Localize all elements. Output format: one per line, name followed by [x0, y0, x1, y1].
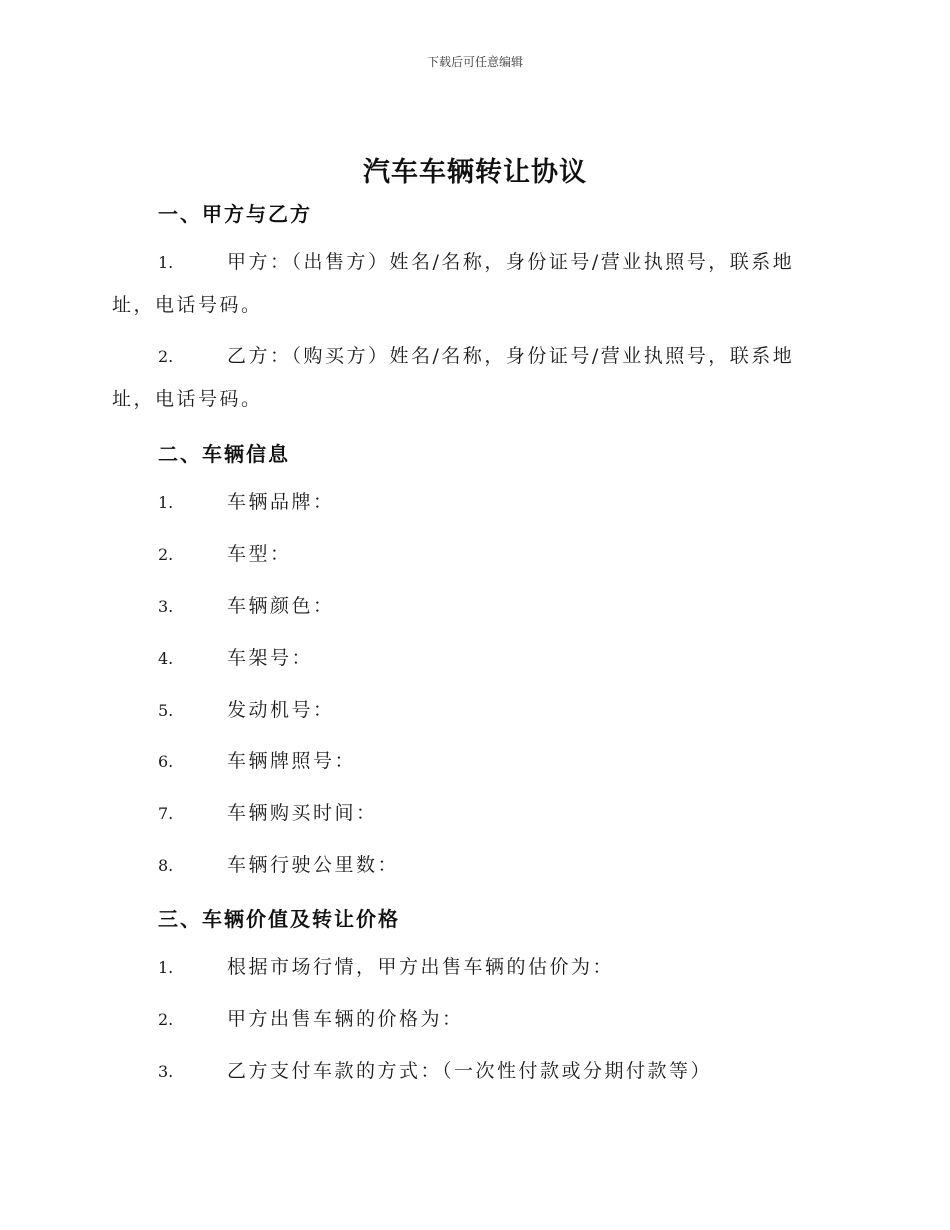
item-text: 车型： [227, 543, 292, 565]
list-item [112, 335, 812, 421]
list-item [158, 792, 818, 835]
list-item [158, 481, 818, 524]
section-heading: 三、车辆价值及转让价格 [158, 907, 400, 931]
item-text: 车辆购买时间： [227, 802, 378, 824]
item-number: 2. [158, 545, 174, 564]
item-text: 乙方支付车款的方式：（一次性付款或分期付款等） [227, 1060, 713, 1082]
item-number: 8. [158, 856, 174, 875]
list-item [158, 533, 818, 576]
item-text: 根据市场行情，甲方出售车辆的估价为： [227, 956, 615, 978]
item-text: 车架号： [227, 647, 314, 669]
item-text: 车辆牌照号： [227, 750, 357, 772]
item-number: 3. [158, 597, 174, 616]
item-text: 甲方：（出售方）姓名/名称，身份证号/营业执照号，联系地址，电话号码。 [112, 251, 795, 316]
item-number: 2. [158, 347, 174, 366]
item-number: 1. [158, 493, 174, 512]
document-title: 汽车车辆转让协议 [363, 157, 587, 188]
item-text: 车辆颜色： [227, 595, 335, 617]
list-item [158, 637, 818, 680]
section-heading: 一、甲方与乙方 [158, 202, 312, 226]
list-item [158, 946, 818, 989]
item-text: 甲方出售车辆的价格为： [227, 1008, 464, 1030]
item-number: 4. [158, 649, 174, 668]
list-item [112, 241, 812, 327]
list-item [158, 689, 818, 732]
item-number: 2. [158, 1010, 174, 1029]
item-number: 6. [158, 752, 174, 771]
list-item [158, 844, 818, 887]
header-note: 下载后可任意编辑 [426, 55, 523, 69]
item-number: 7. [158, 804, 174, 823]
list-item [158, 1050, 818, 1093]
item-number: 1. [158, 958, 174, 977]
item-text: 发动机号： [227, 699, 335, 721]
item-text: 乙方：（购买方）姓名/名称，身份证号/营业执照号，联系地址，电话号码。 [112, 345, 795, 410]
list-item [158, 740, 818, 783]
item-text: 车辆行驶公里数： [227, 854, 400, 876]
item-number: 1. [158, 253, 174, 272]
item-number: 5. [158, 701, 174, 720]
item-text: 车辆品牌： [227, 491, 335, 513]
section-heading: 二、车辆信息 [158, 442, 290, 466]
list-item [158, 998, 818, 1041]
item-number: 3. [158, 1062, 174, 1081]
list-item [158, 585, 818, 628]
